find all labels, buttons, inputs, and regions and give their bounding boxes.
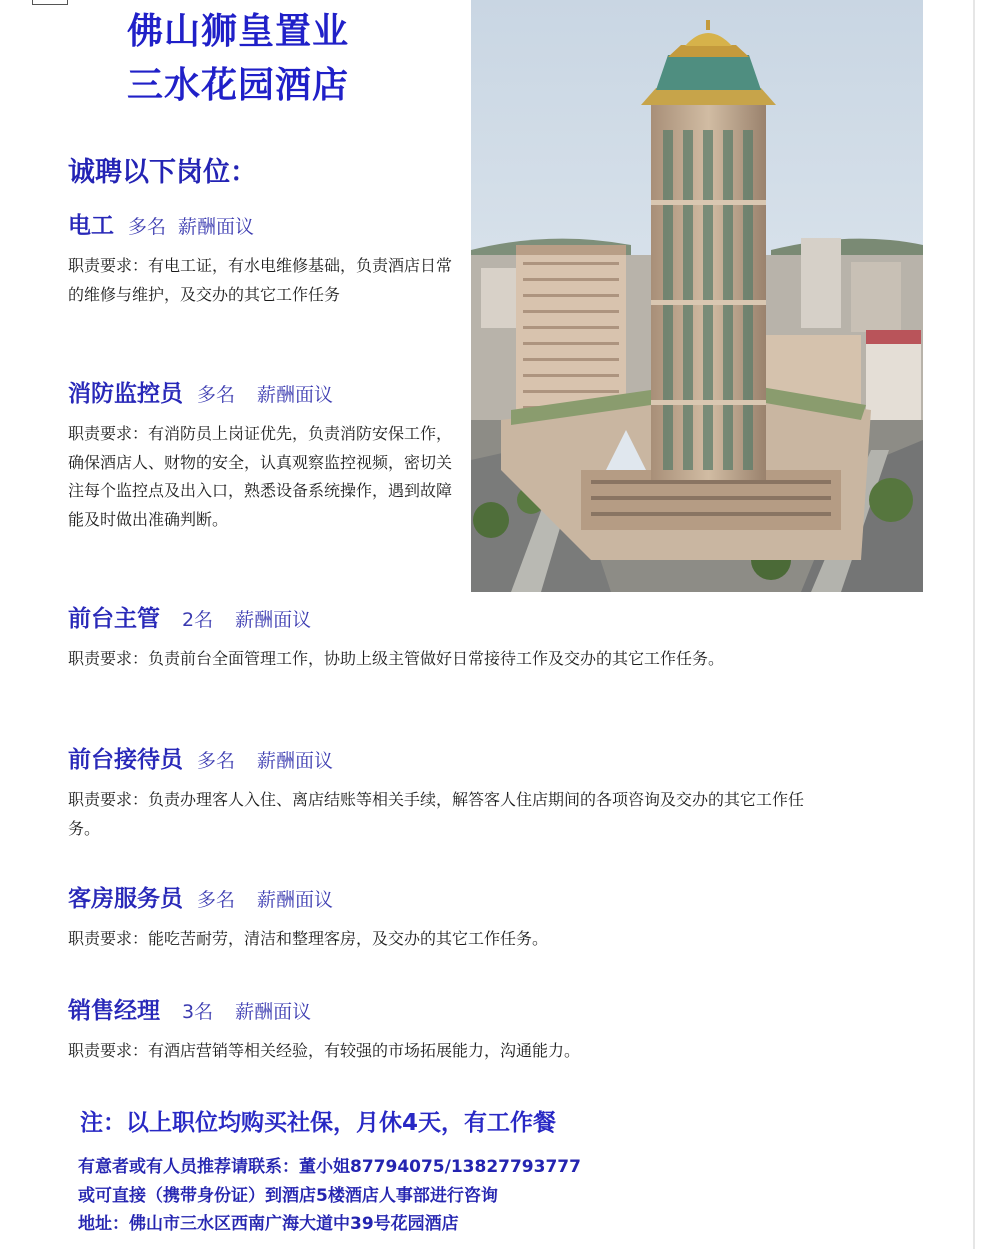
- job-salary: 薪酬面议: [257, 750, 334, 772]
- job-title: 客房服务员: [68, 886, 183, 912]
- job-count: 3名: [182, 1001, 214, 1023]
- contact-address: 地址：佛山市三水区西南广海大道中39号花园酒店: [78, 1214, 459, 1234]
- job-description: 职责要求：能吃苦耐劳，清洁和整理客房，及交办的其它工作任务。: [68, 929, 549, 948]
- hotel-photo: [471, 0, 923, 592]
- contact-visit: 或可直接（携带身份证）到酒店5楼酒店人事部进行咨询: [78, 1186, 498, 1206]
- benefits-note: 注：以上职位均购买社保，月休4天，有工作餐: [80, 1110, 557, 1136]
- job-description: 职责要求：有消防员上岗证优先，负责消防安保工作，确保酒店人、财物的安全，认真观察监控视频，密切关注每个监控点及出入口，熟悉设备系统操作，遇到故障能及时做出准确判断。: [68, 424, 453, 529]
- job-front-desk-receptionist: [68, 744, 812, 843]
- company-title: 佛山狮皇置业: [127, 11, 350, 52]
- job-count: 多名: [197, 889, 236, 911]
- job-title: 前台主管: [68, 606, 160, 632]
- job-count: 2名: [182, 609, 214, 631]
- job-title: 电工: [68, 213, 114, 239]
- job-title: 前台接待员: [68, 747, 183, 773]
- job-salary: 薪酬面议: [235, 1001, 312, 1023]
- job-front-desk-supervisor: [68, 603, 812, 674]
- job-salary: 薪酬面议: [235, 609, 312, 631]
- hiring-heading: 诚聘以下岗位：: [68, 157, 257, 188]
- contact-phone: 有意者或有人员推荐请联系：董小姐87794075/13827793777: [78, 1157, 581, 1177]
- job-description: 职责要求：有电工证，有水电维修基础，负责酒店日常的维修与维护，及交办的其它工作任务: [68, 256, 453, 304]
- job-count: 多名: [197, 750, 236, 772]
- job-electrician: [68, 210, 452, 309]
- job-count: 多名: [197, 384, 236, 406]
- job-housekeeping: [68, 883, 812, 954]
- job-count: 多名: [128, 216, 167, 238]
- job-title: 消防监控员: [68, 381, 183, 407]
- job-description: 职责要求：负责办理客人入住、离店结账等相关手续，解答客人住店期间的各项咨询及交办的其它工作任务。: [68, 790, 805, 838]
- job-sales-manager: [68, 995, 812, 1066]
- job-salary: 薪酬面议: [257, 384, 334, 406]
- hotel-title: 三水花园酒店: [127, 65, 350, 106]
- job-description: 职责要求：有酒店营销等相关经验，有较强的市场拓展能力，沟通能力。: [68, 1041, 581, 1060]
- corner-mark: [32, 0, 68, 5]
- job-description: 职责要求：负责前台全面管理工作，协助上级主管做好日常接待工作及交办的其它工作任务。: [68, 649, 725, 668]
- page-edge-rule: [973, 0, 975, 1249]
- job-salary: 薪酬面议: [257, 889, 334, 911]
- job-salary: 薪酬面议: [178, 216, 255, 238]
- job-title: 销售经理: [68, 998, 160, 1024]
- job-fire-monitor: [68, 378, 452, 534]
